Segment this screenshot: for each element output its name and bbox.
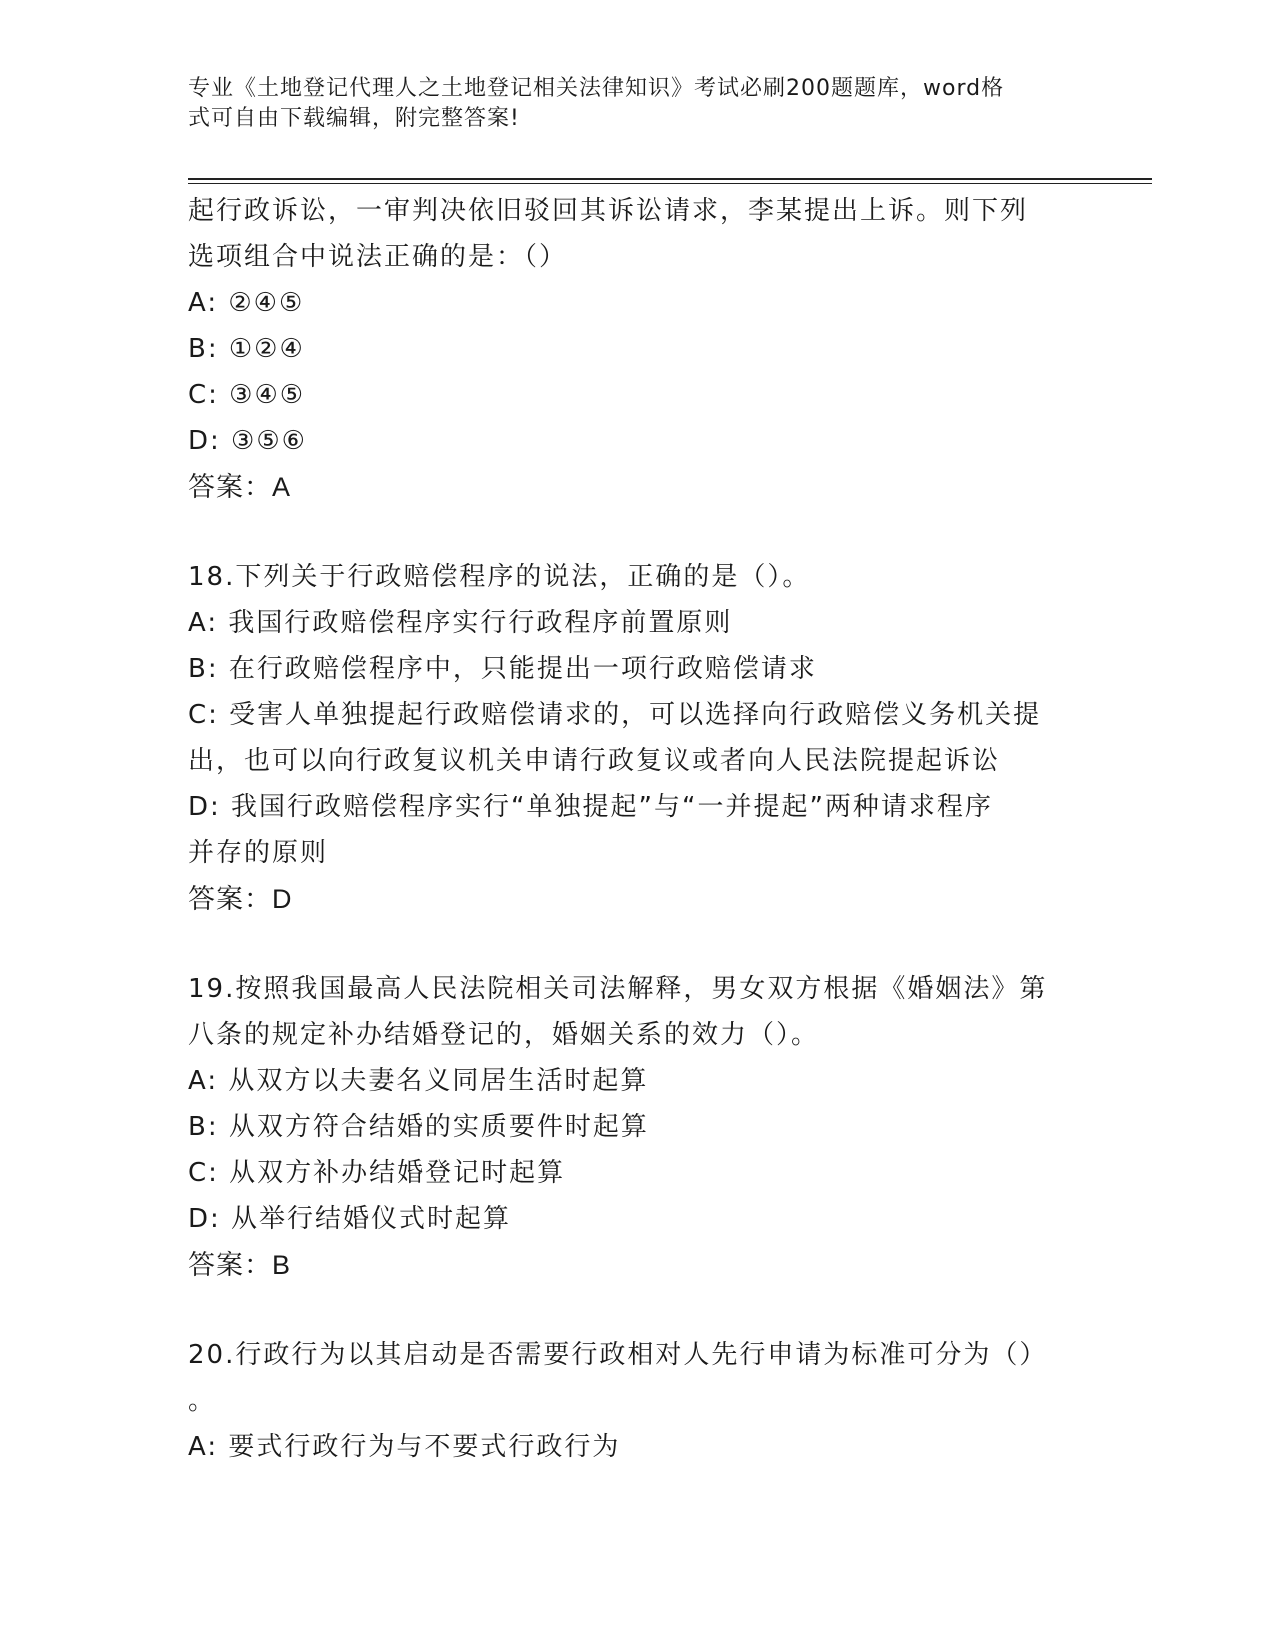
question-20 bbox=[188, 1332, 1088, 1470]
option-a: A: 要式行政行为与不要式行政行为 bbox=[188, 1432, 621, 1462]
option-b: B: 在行政赔偿程序中，只能提出一项行政赔偿请求 bbox=[188, 654, 817, 684]
answer: 答案：B bbox=[188, 1250, 292, 1280]
question-stem-line: 选项组合中说法正确的是：（） bbox=[188, 242, 568, 272]
answer: 答案：D bbox=[188, 884, 293, 914]
option-a: A: 我国行政赔偿程序实行行政程序前置原则 bbox=[188, 608, 733, 638]
question-stem-line: 。 bbox=[188, 1386, 217, 1416]
question-17 bbox=[188, 188, 1088, 510]
option-d-line-1: D: 我国行政赔偿程序实行“单独提起”与“一并提起”两种请求程序 bbox=[188, 792, 993, 822]
header-divider-thick bbox=[188, 178, 1152, 180]
question-stem-line: 19.按照我国最高人民法院相关司法解释，男女双方根据《婚姻法》第 bbox=[188, 974, 1048, 1004]
option-b: B: 从双方符合结婚的实质要件时起算 bbox=[188, 1112, 649, 1142]
question-stem: 18.下列关于行政赔偿程序的说法，正确的是（）。 bbox=[188, 562, 811, 592]
option-d-line-2: 并存的原则 bbox=[188, 838, 329, 868]
question-stem-line: 八条的规定补办结婚登记的，婚姻关系的效力（）。 bbox=[188, 1020, 820, 1050]
question-stem-line: 起行政诉讼，一审判决依旧驳回其诉讼请求，李某提出上诉。则下列 bbox=[188, 196, 1029, 226]
option-c: C: ③④⑤ bbox=[188, 380, 306, 410]
header-line-2: 式可自由下载编辑，附完整答案! bbox=[188, 106, 520, 131]
option-b: B: ①②④ bbox=[188, 334, 305, 364]
option-a: A: ②④⑤ bbox=[188, 288, 305, 318]
question-list bbox=[188, 188, 1088, 1470]
spacer bbox=[188, 1288, 1088, 1332]
option-d: D: 从举行结婚仪式时起算 bbox=[188, 1204, 512, 1234]
option-c: C: 从双方补办结婚登记时起算 bbox=[188, 1158, 566, 1188]
spacer bbox=[188, 922, 1088, 966]
header-line-1: 专业《土地登记代理人之土地登记相关法律知识》考试必刷200题题库，word格 bbox=[188, 76, 1005, 101]
option-c-line-2: 出，也可以向行政复议机关申请行政复议或者向人民法院提起诉讼 bbox=[188, 746, 1001, 776]
spacer bbox=[188, 510, 1088, 554]
option-a: A: 从双方以夫妻名义同居生活时起算 bbox=[188, 1066, 649, 1096]
question-18 bbox=[188, 554, 1088, 922]
document-header bbox=[188, 74, 1068, 134]
option-c-line-1: C: 受害人单独提起行政赔偿请求的，可以选择向行政赔偿义务机关提 bbox=[188, 700, 1042, 730]
option-d: D: ③⑤⑥ bbox=[188, 426, 307, 456]
question-19 bbox=[188, 966, 1088, 1288]
header-divider-thin bbox=[188, 183, 1152, 184]
question-stem-line: 20.行政行为以其启动是否需要行政相对人先行申请为标准可分为（） bbox=[188, 1340, 1048, 1370]
answer: 答案：A bbox=[188, 472, 292, 502]
